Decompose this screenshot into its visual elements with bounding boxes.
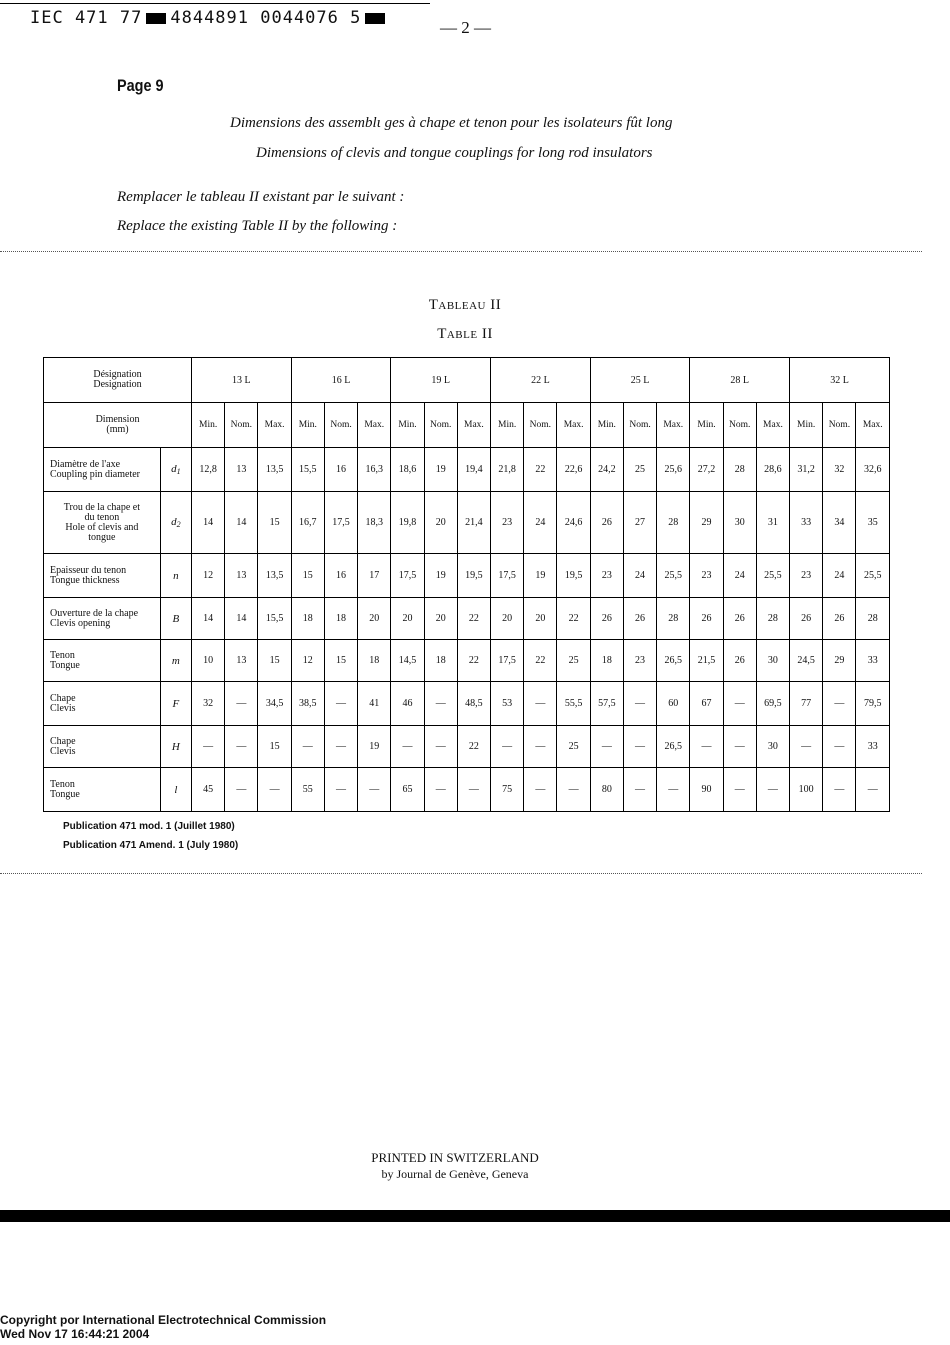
table-title-english: Table II	[437, 326, 493, 342]
group-header: 19 L	[391, 358, 491, 403]
dotted-separator	[0, 251, 922, 252]
value-cell: —	[590, 726, 623, 768]
row-label-line: Chape	[50, 692, 76, 704]
value-cell: 17	[358, 554, 391, 598]
value-cell: —	[324, 768, 357, 812]
value-cell: 19,5	[457, 554, 490, 598]
value-cell: 45	[192, 768, 225, 812]
value-cell: 60	[657, 682, 690, 726]
value-cell: 22	[524, 448, 557, 492]
designation-label-fr: Désignation	[93, 369, 142, 380]
value-cell: —	[358, 768, 391, 812]
value-cell: 33	[790, 492, 823, 554]
row-symbol-letter: l	[174, 783, 178, 796]
group-header: 32 L	[790, 358, 890, 403]
row-label	[44, 598, 161, 640]
value-cell: —	[756, 768, 789, 812]
value-cell: 23	[491, 492, 524, 554]
value-cell: 26	[623, 598, 656, 640]
designation-header	[44, 358, 192, 403]
row-symbol-letter: n	[173, 569, 179, 582]
subheader-cell: Min.	[790, 403, 823, 448]
value-cell: 80	[590, 768, 623, 812]
value-cell: 25	[557, 726, 590, 768]
value-cell: 18	[291, 598, 324, 640]
row-label-line: Clevis	[50, 745, 76, 757]
subheader-cell: Max.	[457, 403, 490, 448]
value-cell: —	[291, 726, 324, 768]
page-number: — 2 —	[440, 18, 491, 37]
copyright-line: Copyright por International Electrotechnical Commission	[0, 1313, 327, 1327]
subheader-cell: Min.	[491, 403, 524, 448]
value-cell: 20	[491, 598, 524, 640]
table-row	[44, 554, 890, 598]
value-cell: 22	[457, 640, 490, 682]
value-cell: 18	[324, 598, 357, 640]
table-row	[44, 726, 890, 768]
value-cell: 29	[823, 640, 856, 682]
value-cell: 26	[590, 492, 623, 554]
subheader-cell: Nom.	[623, 403, 656, 448]
row-label-line: Clevis	[50, 702, 76, 714]
value-cell: —	[491, 726, 524, 768]
value-cell: 90	[690, 768, 723, 812]
group-header: 25 L	[590, 358, 690, 403]
value-cell: 55	[291, 768, 324, 812]
value-cell: 32,6	[856, 448, 890, 492]
value-cell: 26	[723, 598, 756, 640]
value-cell: 20	[524, 598, 557, 640]
value-cell: 65	[391, 768, 424, 812]
value-cell: 26	[590, 598, 623, 640]
value-cell: 19	[524, 554, 557, 598]
row-label-line: Tenon	[50, 778, 75, 790]
subheader-cell: Max.	[557, 403, 590, 448]
publication-note-french: Publication 471 mod. 1 (Juillet 1980)	[63, 821, 235, 832]
table-header-groups	[44, 358, 890, 403]
table-header-subheaders	[44, 403, 890, 448]
document-code-prefix: IEC 471 77	[30, 8, 143, 28]
row-label-line: du tenon	[84, 511, 120, 523]
value-cell: 26	[823, 598, 856, 640]
value-cell: —	[657, 768, 690, 812]
row-label-line: Tongue thickness	[50, 574, 120, 586]
value-cell: 18	[424, 640, 457, 682]
dimension-label: Dimension	[95, 414, 140, 425]
row-label-line: tongue	[88, 531, 116, 543]
value-cell: —	[856, 768, 890, 812]
row-label	[44, 682, 161, 726]
value-cell: 48,5	[457, 682, 490, 726]
value-cell: 24	[623, 554, 656, 598]
value-cell: 17,5	[491, 554, 524, 598]
value-cell: 32	[192, 682, 225, 726]
value-cell: —	[424, 726, 457, 768]
timestamp-line: Wed Nov 17 16:44:21 2004	[0, 1327, 150, 1341]
subheader-cell: Min.	[291, 403, 324, 448]
value-cell: 33	[856, 726, 890, 768]
value-cell: —	[424, 768, 457, 812]
value-cell: 34,5	[258, 682, 291, 726]
value-cell: 28	[657, 598, 690, 640]
value-cell: 53	[491, 682, 524, 726]
value-cell: 21,5	[690, 640, 723, 682]
value-cell: —	[823, 768, 856, 812]
scan-bottom-band	[0, 1210, 950, 1222]
row-label-line: Tongue	[50, 659, 80, 671]
subheader-cell: Nom.	[723, 403, 756, 448]
value-cell: 14	[225, 598, 258, 640]
replace-instruction-french: Remplacer le tableau II existant par le suivant :	[117, 189, 405, 205]
value-cell: 14	[192, 492, 225, 554]
row-symbol-letter: H	[171, 740, 180, 753]
value-cell: 25,5	[756, 554, 789, 598]
table-row	[44, 682, 890, 726]
row-symbol	[160, 682, 191, 726]
value-cell: —	[823, 682, 856, 726]
value-cell: —	[557, 768, 590, 812]
value-cell: —	[524, 726, 557, 768]
row-label	[44, 640, 161, 682]
value-cell: —	[790, 726, 823, 768]
subheader-cell: Nom.	[823, 403, 856, 448]
row-label-line: Hole of clevis and	[65, 521, 139, 533]
table-row	[44, 640, 890, 682]
value-cell: —	[723, 726, 756, 768]
row-symbol	[160, 768, 191, 812]
subheader-cell: Nom.	[524, 403, 557, 448]
table-row	[44, 768, 890, 812]
title-english: Dimensions of clevis and tongue couplings for long rod insulators	[256, 145, 653, 161]
row-symbol-letter: B	[172, 612, 180, 625]
value-cell: 35	[856, 492, 890, 554]
value-cell: 13	[225, 640, 258, 682]
value-cell: —	[391, 726, 424, 768]
value-cell: 26,5	[657, 726, 690, 768]
value-cell: 46	[391, 682, 424, 726]
document-code-suffix: 4844891 0044076 5	[170, 8, 362, 28]
subheader-cell: Nom.	[225, 403, 258, 448]
value-cell: 23	[590, 554, 623, 598]
value-cell: 23	[623, 640, 656, 682]
value-cell: 26	[790, 598, 823, 640]
value-cell: 14,5	[391, 640, 424, 682]
value-cell: 17,5	[491, 640, 524, 682]
value-cell: 10	[192, 640, 225, 682]
row-symbol	[160, 598, 191, 640]
value-cell: 69,5	[756, 682, 789, 726]
row-symbol	[160, 726, 191, 768]
replace-instruction-english: Replace the existing Table II by the following :	[117, 218, 398, 234]
value-cell: —	[258, 768, 291, 812]
subheader-cell: Min.	[391, 403, 424, 448]
value-cell: —	[225, 726, 258, 768]
value-cell: 13	[225, 448, 258, 492]
value-cell: —	[324, 682, 357, 726]
value-cell: 15	[258, 640, 291, 682]
value-cell: 19	[424, 554, 457, 598]
header-rule	[0, 3, 430, 4]
value-cell: 22	[524, 640, 557, 682]
value-cell: 18	[590, 640, 623, 682]
value-cell: 17,5	[324, 492, 357, 554]
value-cell: 27	[623, 492, 656, 554]
value-cell: 28	[856, 598, 890, 640]
value-cell: 22	[557, 598, 590, 640]
value-cell: 23	[690, 554, 723, 598]
row-label	[44, 448, 161, 492]
value-cell: 25,5	[856, 554, 890, 598]
subheader-cell: Min.	[690, 403, 723, 448]
value-cell: 19,8	[391, 492, 424, 554]
value-cell: 28	[756, 598, 789, 640]
value-cell: 26	[723, 640, 756, 682]
value-cell: 20	[424, 492, 457, 554]
row-symbol	[160, 448, 191, 492]
value-cell: 57,5	[590, 682, 623, 726]
value-cell: 67	[690, 682, 723, 726]
value-cell: —	[723, 682, 756, 726]
row-symbol-letter: F	[172, 697, 180, 710]
value-cell: 12,8	[192, 448, 225, 492]
value-cell: 38,5	[291, 682, 324, 726]
value-cell: 19	[424, 448, 457, 492]
value-cell: 21,8	[491, 448, 524, 492]
value-cell: 16,3	[358, 448, 391, 492]
value-cell: 22	[457, 726, 490, 768]
value-cell: 20	[358, 598, 391, 640]
value-cell: —	[225, 682, 258, 726]
row-symbol-subscript: 1	[176, 467, 181, 476]
value-cell: —	[524, 768, 557, 812]
value-cell: 15,5	[291, 448, 324, 492]
value-cell: —	[192, 726, 225, 768]
value-cell: 19,4	[457, 448, 490, 492]
value-cell: 79,5	[856, 682, 890, 726]
value-cell: 14	[225, 492, 258, 554]
dimension-unit: (mm)	[106, 424, 129, 435]
value-cell: —	[623, 726, 656, 768]
row-label	[44, 492, 161, 554]
table-body	[44, 358, 890, 812]
barcode-block	[146, 13, 166, 24]
value-cell: 32	[823, 448, 856, 492]
value-cell: 14	[192, 598, 225, 640]
row-label	[44, 554, 161, 598]
publication-note-english: Publication 471 Amend. 1 (July 1980)	[63, 840, 239, 851]
barcode-block	[365, 13, 385, 24]
value-cell: —	[690, 726, 723, 768]
value-cell: 31,2	[790, 448, 823, 492]
group-header: 13 L	[192, 358, 292, 403]
value-cell: 24	[723, 554, 756, 598]
table-row	[44, 448, 890, 492]
row-label-line: Epaisseur du tenon	[50, 564, 127, 576]
table-row	[44, 492, 890, 554]
value-cell: 29	[690, 492, 723, 554]
value-cell: 20	[391, 598, 424, 640]
row-symbol-subscript: 2	[176, 520, 181, 529]
value-cell: 34	[823, 492, 856, 554]
row-label-line: Clevis opening	[50, 617, 111, 629]
value-cell: 24,5	[790, 640, 823, 682]
subheader-cell: Nom.	[324, 403, 357, 448]
subheader-cell: Min.	[590, 403, 623, 448]
subheader-cell: Max.	[657, 403, 690, 448]
row-symbol	[160, 492, 191, 554]
value-cell: 28	[657, 492, 690, 554]
value-cell: 18,6	[391, 448, 424, 492]
row-symbol	[160, 554, 191, 598]
value-cell: 15	[324, 640, 357, 682]
row-label-line: Ouverture de la chape	[50, 607, 139, 619]
row-symbol-letter: d	[171, 463, 177, 475]
value-cell: —	[823, 726, 856, 768]
value-cell: 55,5	[557, 682, 590, 726]
row-symbol-letter: m	[171, 654, 180, 667]
copyright-footer	[0, 1313, 326, 1341]
value-cell: 75	[491, 768, 524, 812]
value-cell: 16	[324, 448, 357, 492]
value-cell: 12	[291, 640, 324, 682]
row-symbol-letter: d	[171, 516, 177, 528]
printed-in-note: PRINTED IN SWITZERLAND	[371, 1150, 539, 1165]
value-cell: 100	[790, 768, 823, 812]
group-header: 22 L	[491, 358, 591, 403]
value-cell: 24,2	[590, 448, 623, 492]
title-french: Dimensions des assemblι ges à chape et tenon pour les isolateurs fût long	[230, 115, 673, 131]
subheader-cell: Max.	[856, 403, 890, 448]
value-cell: 28	[723, 448, 756, 492]
dimension-header	[44, 403, 192, 448]
value-cell: 18,3	[358, 492, 391, 554]
value-cell: —	[723, 768, 756, 812]
value-cell: 19	[358, 726, 391, 768]
value-cell: 25	[557, 640, 590, 682]
value-cell: 24	[524, 492, 557, 554]
value-cell: 31	[756, 492, 789, 554]
value-cell: 30	[723, 492, 756, 554]
value-cell: 25,6	[657, 448, 690, 492]
value-cell: 15	[258, 492, 291, 554]
group-header: 28 L	[690, 358, 790, 403]
value-cell: 26,5	[657, 640, 690, 682]
value-cell: 20	[424, 598, 457, 640]
value-cell: —	[623, 768, 656, 812]
value-cell: 25,5	[657, 554, 690, 598]
row-label-line: Trou de la chape et	[63, 501, 141, 513]
dimensions-table	[43, 357, 890, 812]
value-cell: —	[324, 726, 357, 768]
printer-note: by Journal de Genève, Geneva	[381, 1167, 529, 1181]
value-cell: 13	[225, 554, 258, 598]
value-cell: 19,5	[557, 554, 590, 598]
subheader-cell: Min.	[192, 403, 225, 448]
table-title-french: Tableau II	[428, 297, 502, 313]
value-cell: 22,6	[557, 448, 590, 492]
value-cell: 27,2	[690, 448, 723, 492]
row-label-line: Tongue	[50, 788, 80, 800]
value-cell: 26	[690, 598, 723, 640]
value-cell: 25	[623, 448, 656, 492]
value-cell: 16,7	[291, 492, 324, 554]
row-label-line: Coupling pin diameter	[50, 468, 140, 480]
value-cell: 23	[790, 554, 823, 598]
value-cell: 28,6	[756, 448, 789, 492]
subheader-cell: Max.	[756, 403, 789, 448]
value-cell: 24,6	[557, 492, 590, 554]
row-label-line: Diamètre de l'axe	[50, 458, 121, 470]
value-cell: 15	[258, 726, 291, 768]
value-cell: 13,5	[258, 448, 291, 492]
value-cell: 16	[324, 554, 357, 598]
subheader-cell: Max.	[258, 403, 291, 448]
value-cell: 30	[756, 640, 789, 682]
value-cell: 15,5	[258, 598, 291, 640]
value-cell: 18	[358, 640, 391, 682]
subheader-cell: Nom.	[424, 403, 457, 448]
value-cell: 13,5	[258, 554, 291, 598]
value-cell: 33	[856, 640, 890, 682]
page-label: Page 9	[117, 76, 164, 95]
value-cell: 22	[457, 598, 490, 640]
value-cell: —	[524, 682, 557, 726]
dotted-separator	[0, 873, 922, 874]
document-code	[30, 8, 389, 28]
value-cell: 21,4	[457, 492, 490, 554]
value-cell: 24	[823, 554, 856, 598]
row-label-line: Tenon	[50, 649, 75, 661]
row-symbol	[160, 640, 191, 682]
value-cell: 12	[192, 554, 225, 598]
row-label	[44, 726, 161, 768]
value-cell: —	[457, 768, 490, 812]
value-cell: 30	[756, 726, 789, 768]
value-cell: 15	[291, 554, 324, 598]
value-cell: 77	[790, 682, 823, 726]
value-cell: —	[225, 768, 258, 812]
subheader-cell: Max.	[358, 403, 391, 448]
row-label	[44, 768, 161, 812]
row-label-line: Chape	[50, 735, 76, 747]
table-row	[44, 598, 890, 640]
designation-label-en: Designation	[93, 379, 142, 390]
group-header: 16 L	[291, 358, 391, 403]
value-cell: —	[424, 682, 457, 726]
value-cell: 17,5	[391, 554, 424, 598]
value-cell: 41	[358, 682, 391, 726]
value-cell: —	[623, 682, 656, 726]
